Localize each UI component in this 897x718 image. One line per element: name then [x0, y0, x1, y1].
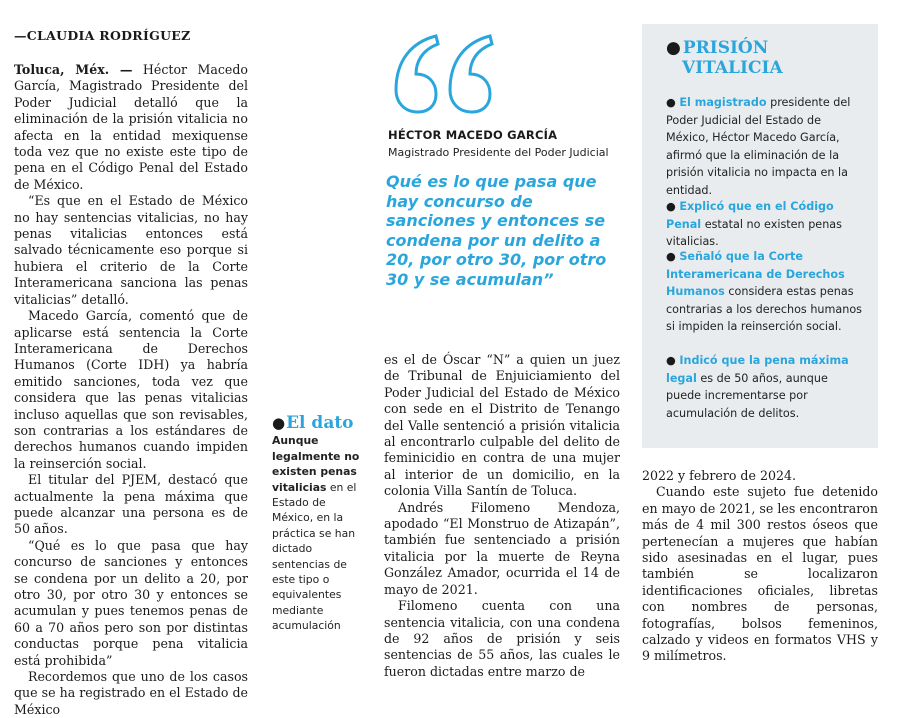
paragraph: Macedo García, comentó que de aplicarse está sentencia la Corte Interamericana de Derechos Humanos (Corte IDH) ya habría emitido sanciones, toda vez que considera que las penas vitalicias incluso aquellas que son revisables, son contrarias a los estándares de derechos humanos cuando impiden la reinserción social.: [14, 308, 248, 471]
paragraph: El titular del PJEM, destacó que actualmente la pena máxima que puede alcanzar una persona es de 50 años.: [14, 472, 248, 537]
paragraph: “Es que en el Estado de México no hay sentencias vitalicias, no hay penas vitalicias entonces está salvado técnicamente eso porque si hubiera el criterio de la Corte Interamericana sanciona las penas vitalicias” detalló.: [14, 193, 248, 307]
el-dato-highlight: Aunque legalmente no existen penas vitalicias: [272, 434, 360, 494]
el-dato-box: [272, 413, 364, 634]
paragraph: es el de Óscar “N” a quien un juez de Tribunal de Enjuiciamiento del Poder Judicial del Estado de México con sede en el Distrito de Tenango del Valle sentenció a prisión vitalicia al encontrarlo culpable del delito de feminicidio en contra de una mujer al interior de un domicilio, en la colonia Villa Santín de Toluca.: [384, 352, 620, 499]
paragraph: Filomeno cuenta con una sentencia vitalicia, con una condena de 92 años de prisión y seis sentencias de 55 años, las cuales le fueron dictadas entre marzo de: [384, 598, 620, 679]
quote-author-role: Magistrado Presidente del Poder Judicial: [388, 146, 609, 159]
byline: —CLAUDIA RODRÍGUEZ: [14, 28, 191, 43]
bullet-icon: ●: [666, 354, 680, 367]
paragraph: Toluca, Méx. — Héctor Macedo García, Magistrado Presidente del Poder Judicial detalló que la eliminación de la prisión vitalicia no afecta en la entidad mexiquense toda vez que no existe este tipo de pena en el Código Penal del Estado de México.: [14, 62, 248, 192]
quotation-mark-icon: [388, 30, 508, 114]
article-column-4: [642, 468, 878, 665]
article-column-1: [14, 62, 248, 718]
quote-author-name: HÉCTOR MACEDO GARCÍA: [388, 128, 558, 142]
bullet-icon: ●: [666, 250, 680, 263]
dateline: Toluca, Méx. —: [14, 62, 133, 77]
sidebar-item: ● Indicó que la pena máxima legal es de 50 años, aunque puede incrementarse por acumulación de delitos.: [666, 354, 849, 420]
sidebar-item: ● Señaló que la Corte Interamericana de Derechos Humanos considera estas penas contrarias a los derechos humanos si impiden la reinserción social.: [666, 250, 863, 334]
paragraph: Andrés Filomeno Mendoza, apodado “El Monstruo de Atizapán”, también fue sentenciado a prisión vitalicia por la muerte de Reyna González Amador, ocurrida el 14 de mayo de 2021.: [384, 499, 620, 597]
bullet-icon: ●: [666, 96, 680, 109]
el-dato-text: en el Estado de México, en la práctica se han dictado sentencias de este tipo o equivalentes mediante acumulación: [272, 480, 357, 633]
bullet-icon: ●: [666, 200, 680, 213]
article-column-3: [384, 352, 620, 680]
paragraph: “Qué es lo que pasa que hay concurso de sanciones y entonces se condena por un delito a 20, por otro 30, por otro 30 y entonces se acumulan y pues tenemos penas de 60 a 70 años pero son por distintas conductas porque pena vitalicia está prohibida”: [14, 537, 248, 668]
bullet-icon: ●: [666, 38, 681, 58]
sidebar-title: ● PRISIÓN VITALICIA: [666, 38, 783, 78]
bullet-icon: ●: [272, 414, 286, 432]
prision-vitalicia-sidebar: [642, 24, 878, 448]
paragraph: Cuando este sujeto fue detenido en mayo de 2021, se les encontraron más de 4 mil 300 restos óseos que pertenecían a mujeres que habían sido asesinadas en el lugar, pues también se localizaron identificaciones oficiales, libretas con nombres de personas, fotografías, bolsos femeninos, calzado y videos en formatos VHS y 9 milímetros.: [642, 484, 878, 664]
el-dato-title: ●El dato: [272, 413, 354, 433]
paragraph: 2022 y febrero de 2024.: [642, 468, 796, 483]
sidebar-item: ● Explicó que en el Código Penal estatal no existen penas vitalicias.: [666, 200, 842, 249]
pull-quote: Qué es lo que pasa que hay concurso de sanciones y entonces se condena por un delito a 20, por otro 30, por otro 30 y se acumulan”: [386, 172, 607, 289]
sidebar-item: ● El magistrado presidente del Poder Judicial del Estado de México, Héctor Macedo García, afirmó que la eliminación de la prisión vitalicia no impacta en la entidad.: [666, 96, 851, 197]
paragraph: Recordemos que uno de los casos que se ha registrado en el Estado de México: [14, 669, 248, 717]
